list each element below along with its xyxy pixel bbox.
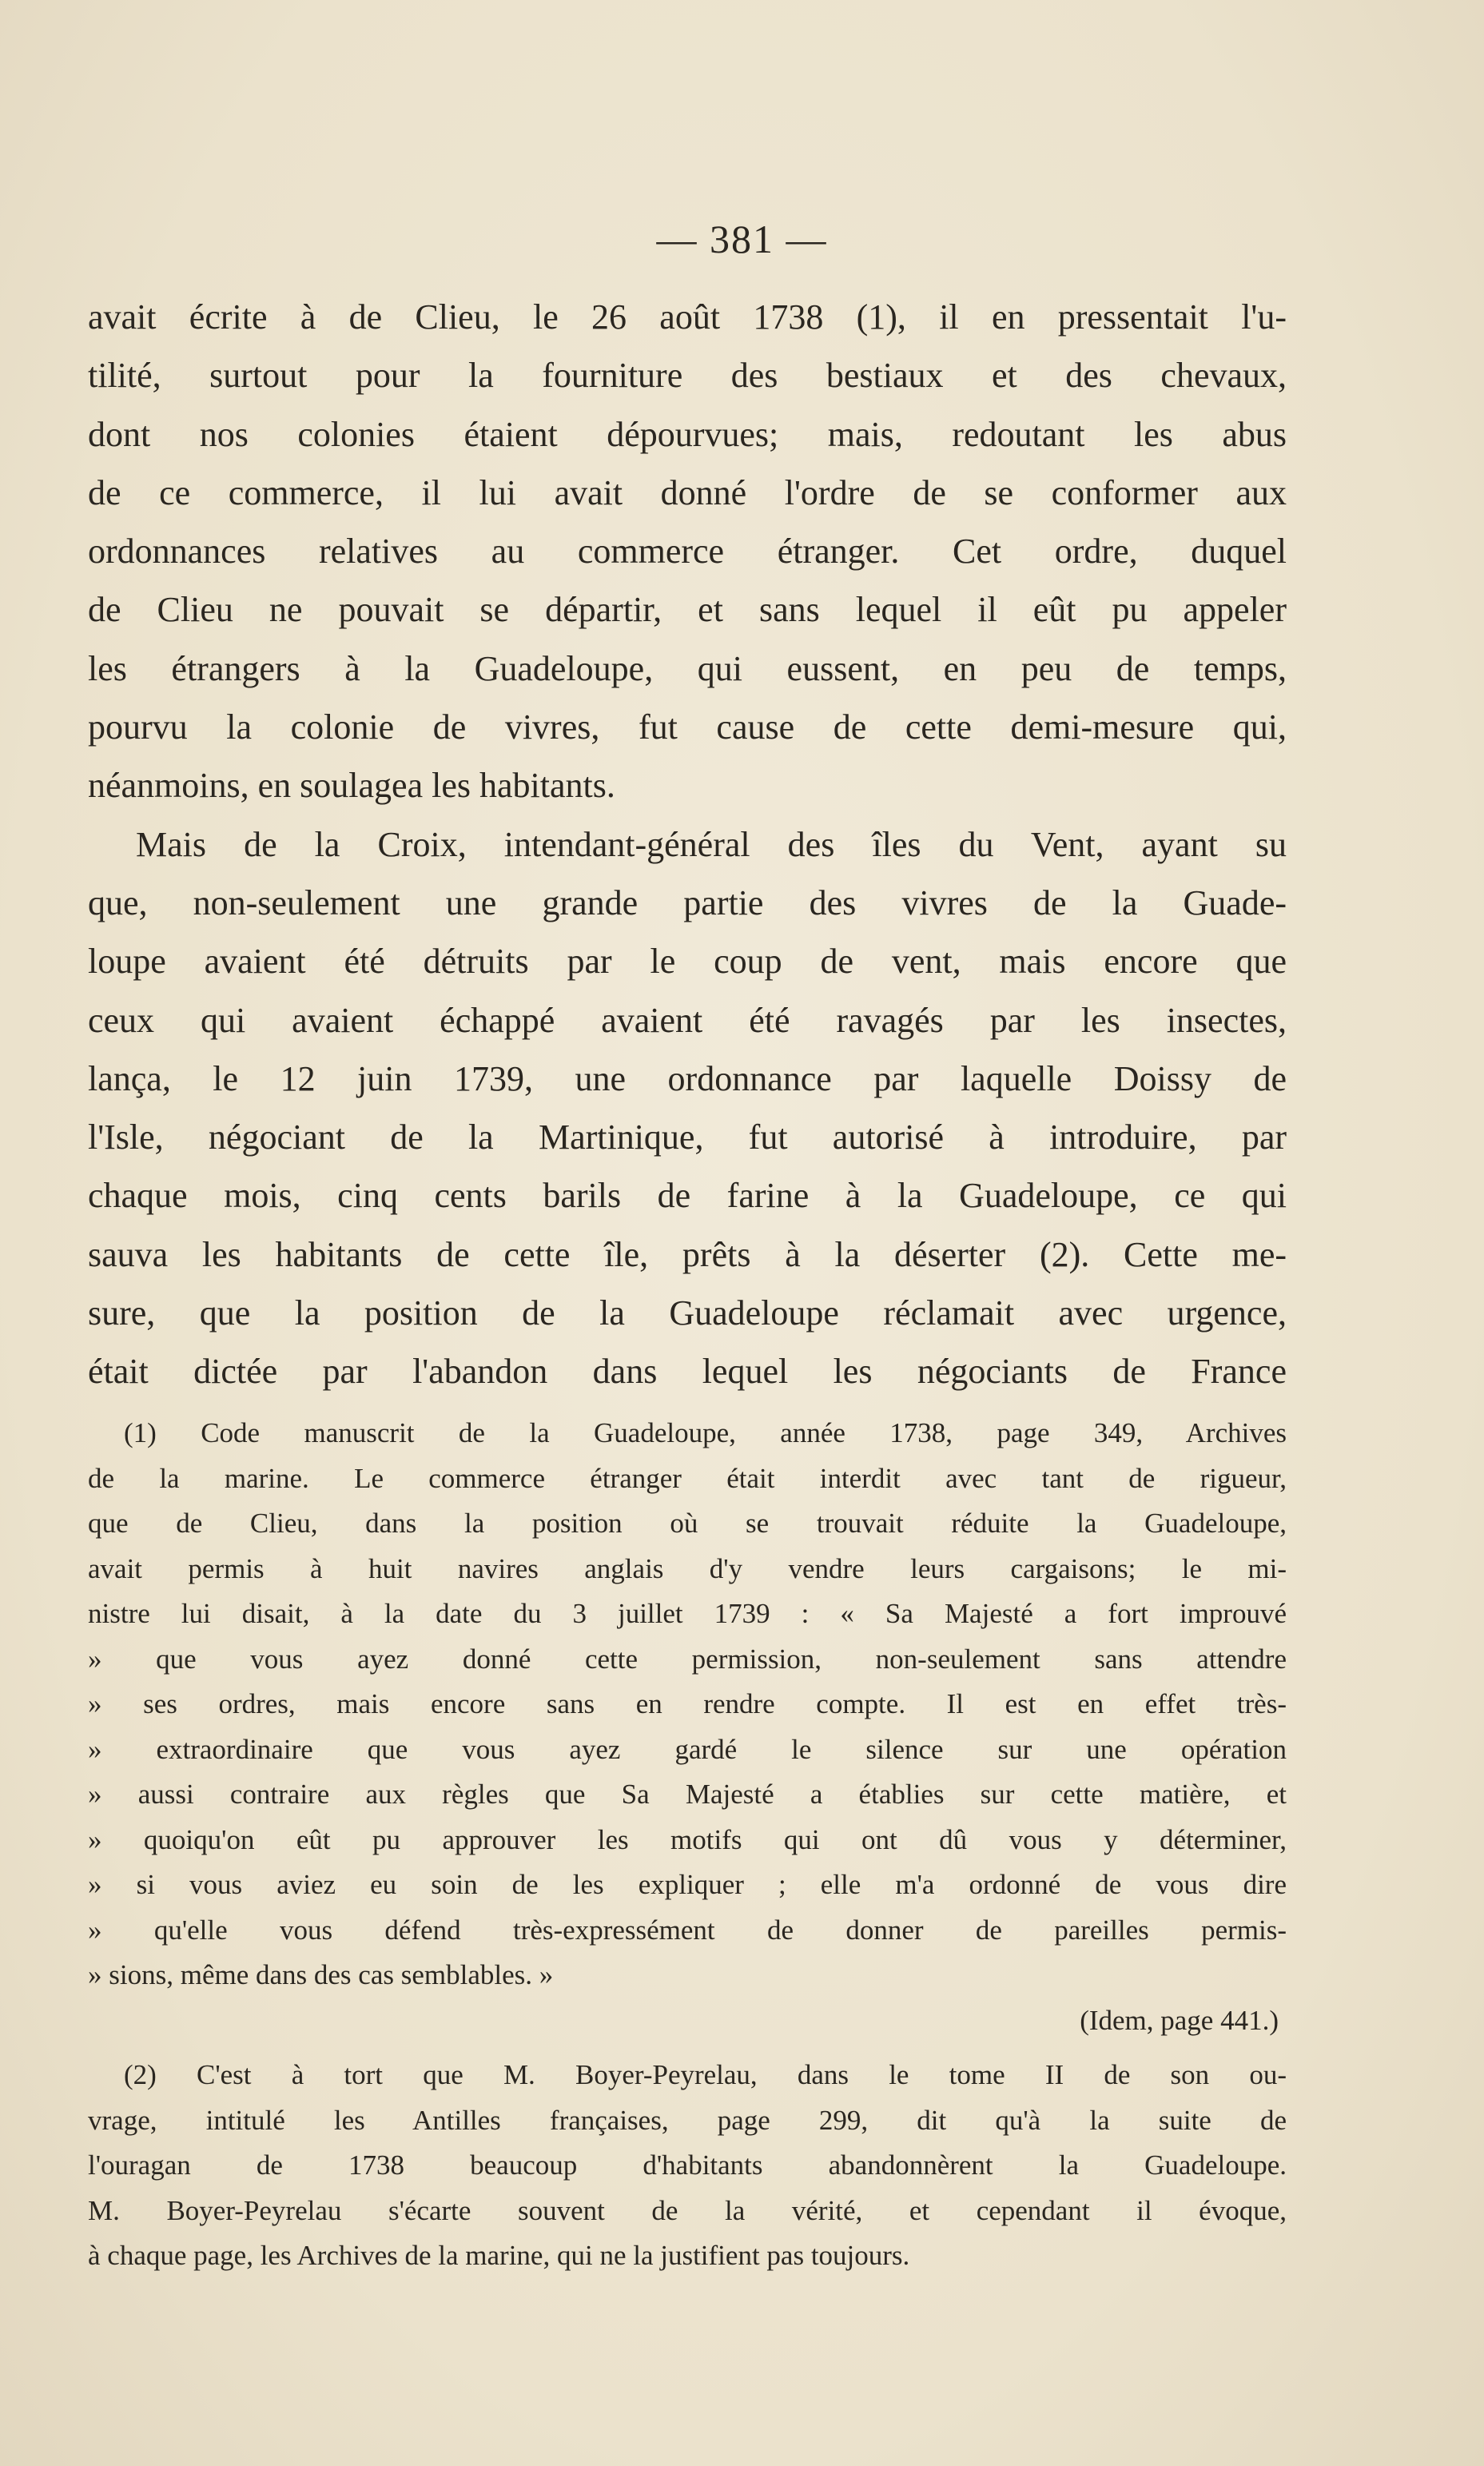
footnote-line: que de Clieu, dans la position où se trouvait réduite la Guadeloupe, — [88, 1508, 1287, 1539]
text-line: ceux qui avaient échappé avaient été ravagés par les insectes, — [88, 1000, 1287, 1040]
footnote-line: avait permis à huit navires anglais d'y vendre leurs cargaisons; le mi- — [88, 1552, 1287, 1584]
footnote-line: » aussi contraire aux règles que Sa Majesté a établies sur cette matière, et — [88, 1779, 1287, 1810]
footnote-line: l'ouragan de 1738 beaucoup d'habitants abandonnèrent la Guadeloupe. — [88, 2149, 1287, 2181]
footnote-line: à chaque page, les Archives de la marine, qui ne la justifient pas toujours. — [88, 2240, 910, 2271]
footnote-line: M. Boyer-Peyrelau s'écarte souvent de la vérité, et cependant il évoque, — [88, 2194, 1287, 2226]
text-line: de ce commerce, il lui avait donné l'ordre de se conformer aux — [88, 472, 1287, 512]
text-line: loupe avaient été détruits par le coup de vent, mais encore que — [88, 942, 1287, 982]
page-number: — 381 — — [656, 217, 828, 261]
text-line: sauva les habitants de cette île, prêts à la déserter (2). Cette me- — [88, 1234, 1287, 1274]
footnotes — [88, 1411, 1287, 2279]
footnote-line: » si vous aviez eu soin de les expliquer ; elle m'a ordonné de vous dire — [88, 1869, 1287, 1900]
main-text — [88, 288, 1287, 1401]
text-line: que, non-seulement une grande partie des vivres de la Guade- — [88, 882, 1287, 922]
text-line: de Clieu ne pouvait se départir, et sans lequel il eût pu appeler — [88, 590, 1287, 630]
footnote-line: » qu'elle vous défend très-expressément de donner de pareilles permis- — [88, 1914, 1287, 1946]
footnote-line: vrage, intitulé les Antilles françaises, page 299, dit qu'à la suite de — [88, 2104, 1287, 2136]
text-line: l'Isle, négociant de la Martinique, fut autorisé à introduire, par — [88, 1117, 1287, 1157]
text-line: lança, le 12 juin 1739, une ordonnance par laquelle Doissy de — [88, 1058, 1287, 1098]
text-line: ordonnances relatives au commerce étranger. Cet ordre, duquel — [88, 532, 1287, 572]
footnote-1 — [88, 1411, 1287, 2043]
footnote-source: (Idem, page 441.) — [1080, 2004, 1279, 2036]
text-line: tilité, surtout pour la fourniture des bestiaux et des chevaux, — [88, 356, 1287, 396]
text-line: dont nos colonies étaient dépourvues; mais, redoutant les abus — [88, 414, 1287, 454]
text-line: chaque mois, cinq cents barils de farine à la Guadeloupe, ce qui — [88, 1176, 1287, 1216]
footnote-line: » que vous ayez donné cette permission, non-seulement sans attendre — [88, 1643, 1287, 1675]
footnote-line: » sions, même dans des cas semblables. » — [88, 1959, 554, 1990]
text-line: pourvu la colonie de vivres, fut cause de cette demi-mesure qui, — [88, 707, 1287, 747]
footnote-line: (1) Code manuscrit de la Guadeloupe, année 1738, page 349, Archives — [124, 1417, 1287, 1448]
text-line: avait écrite à de Clieu, le 26 août 1738 (1), il en pressentait l'u- — [88, 297, 1287, 337]
text-line: néanmoins, en soulagea les habitants. — [88, 766, 615, 806]
footnote-line: » quoiqu'on eût pu approuver les motifs qui ont dû vous y déterminer, — [88, 1823, 1287, 1855]
footnote-2 — [88, 2053, 1287, 2279]
footnote-line: de la marine. Le commerce étranger était interdit avec tant de rigueur, — [88, 1462, 1287, 1494]
footnote-line: » ses ordres, mais encore sans en rendre compte. Il est en effet très- — [88, 1688, 1287, 1719]
footnote-line: (2) C'est à tort que M. Boyer-Peyrelau, dans le tome II de son ou- — [124, 2059, 1287, 2090]
footnote-gap — [88, 2043, 1287, 2053]
footnote-line: » extraordinaire que vous ayez gardé le silence sur une opération — [88, 1733, 1287, 1765]
text-line: les étrangers à la Guadeloupe, qui eussent, en peu de temps, — [88, 648, 1287, 688]
text-line: sure, que la position de la Guadeloupe réclamait avec urgence, — [88, 1293, 1287, 1333]
text-line: était dictée par l'abandon dans lequel les négociants de France — [88, 1352, 1287, 1392]
footnote-line: nistre lui disait, à la date du 3 juillet 1739 : « Sa Majesté a fort improuvé — [88, 1598, 1287, 1629]
text-line: Mais de la Croix, intendant-général des îles du Vent, ayant su — [136, 824, 1287, 864]
